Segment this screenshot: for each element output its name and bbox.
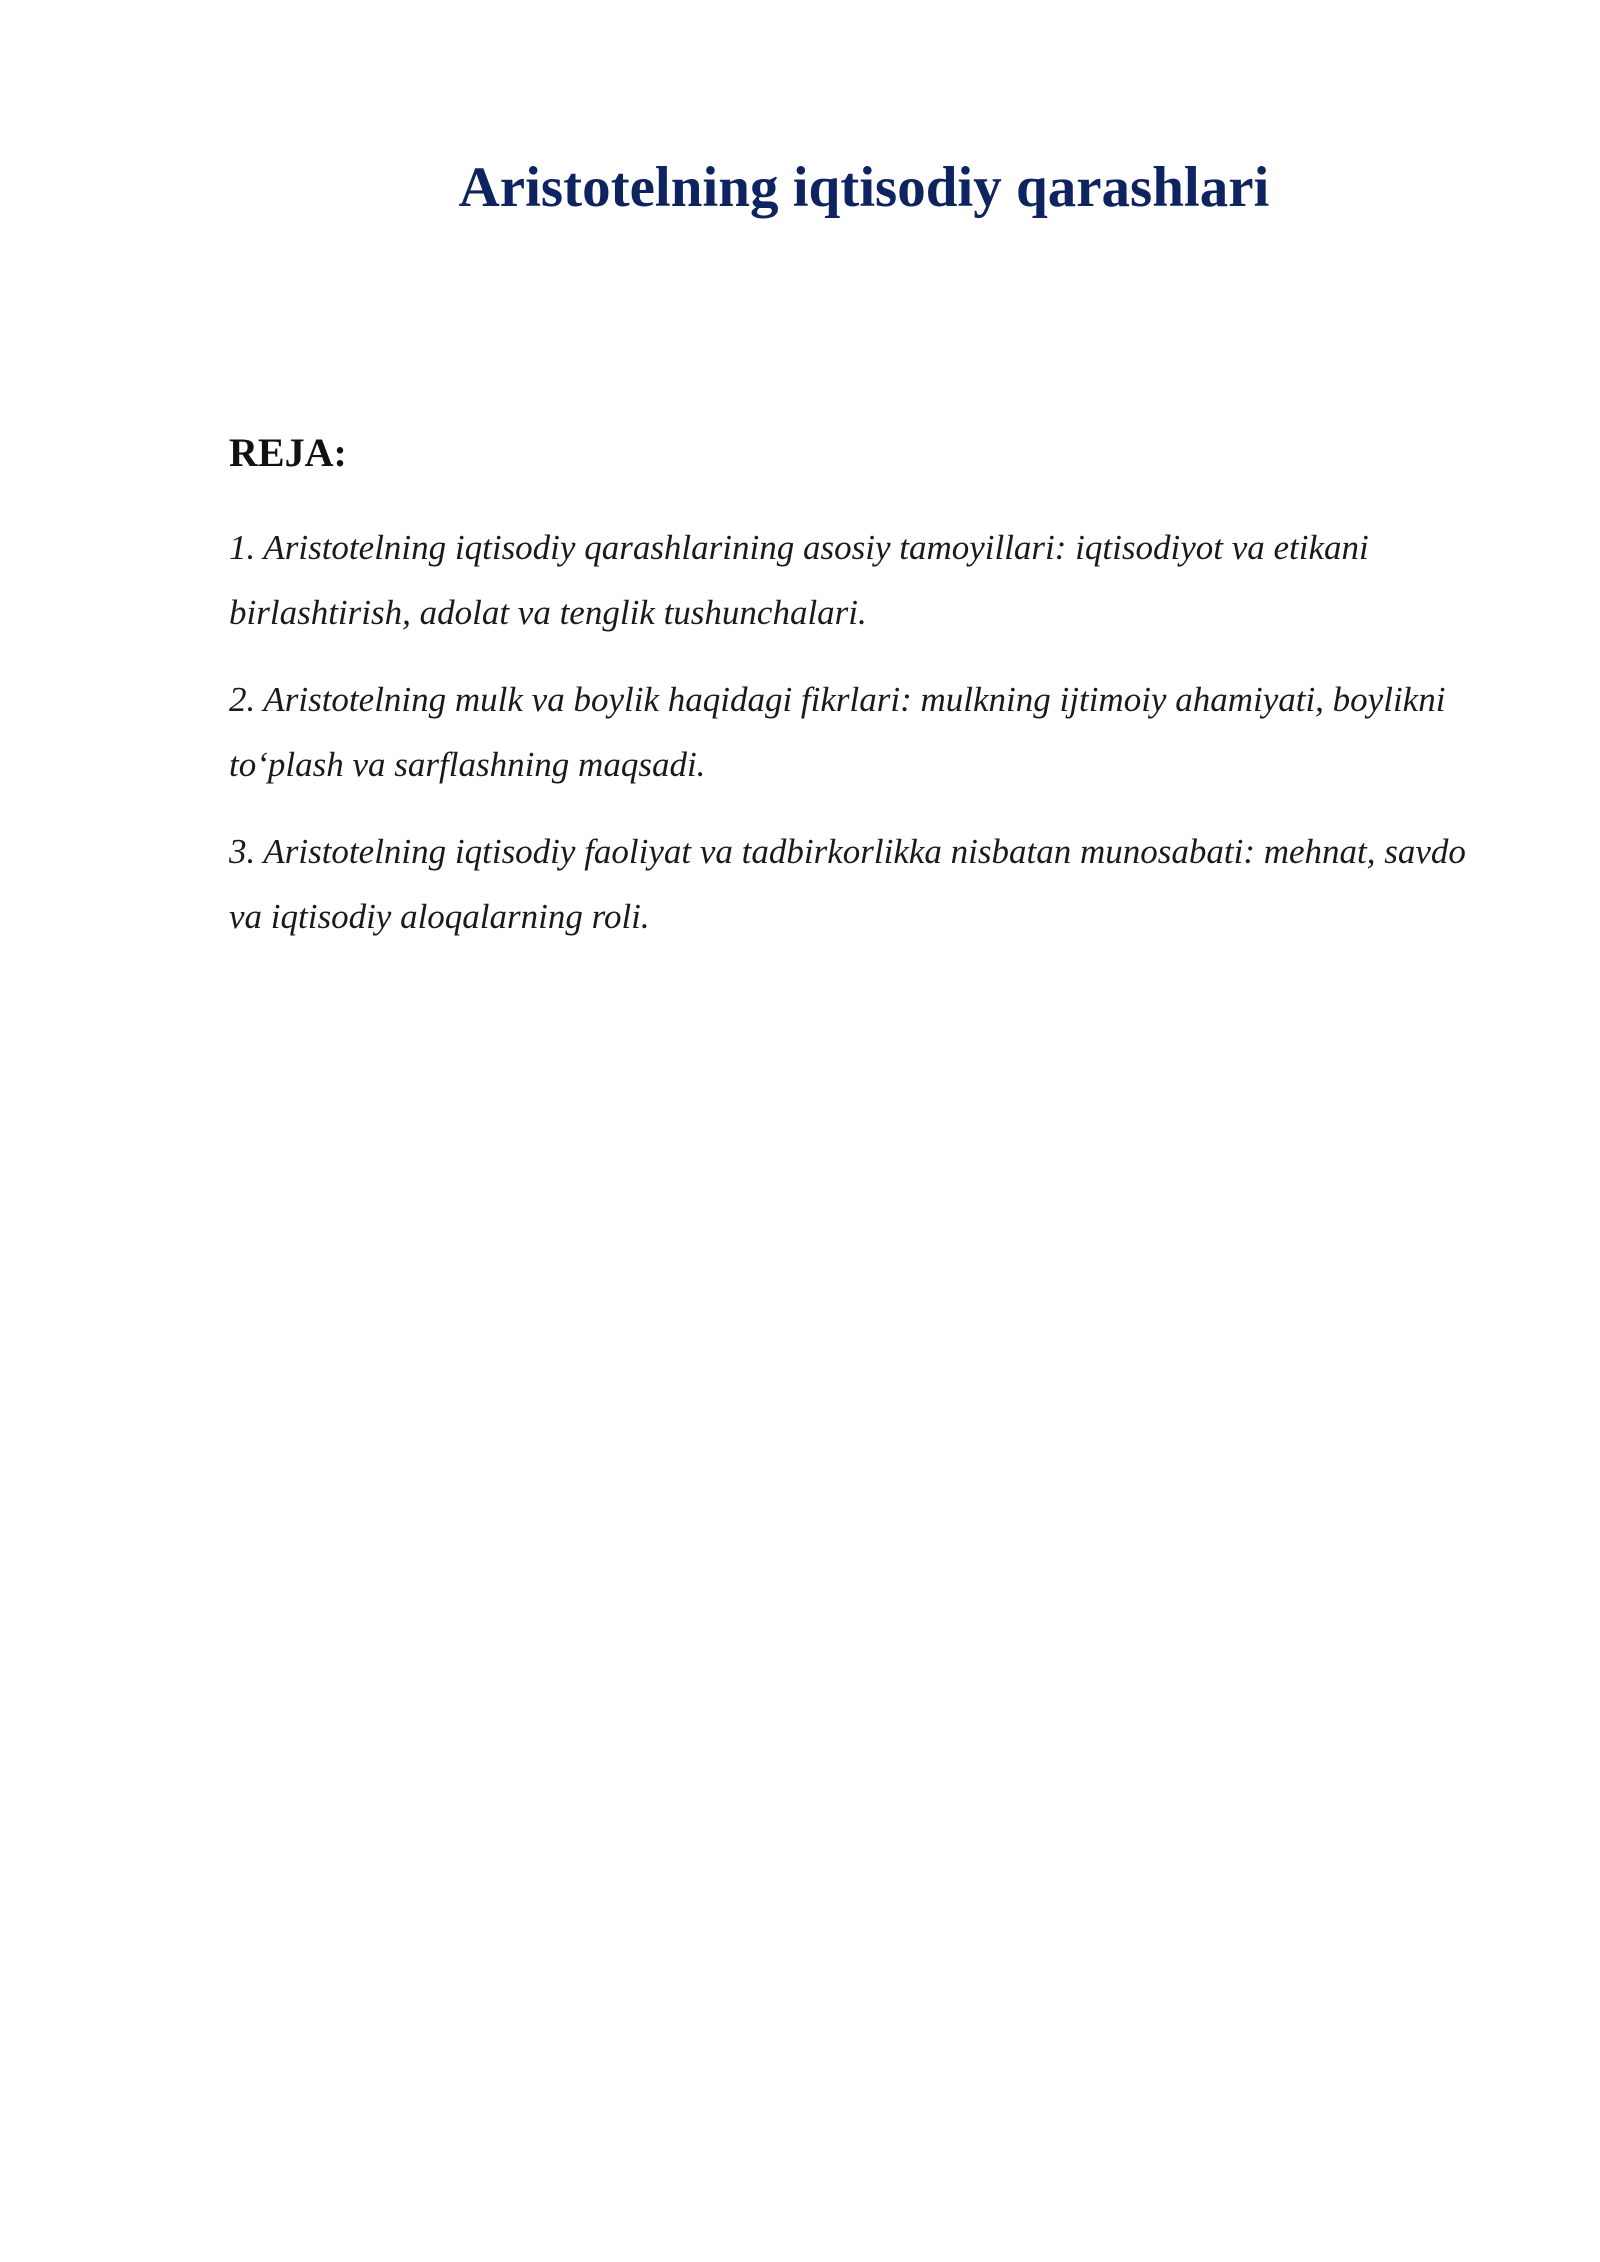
plan-heading: REJA: [229, 430, 347, 475]
plan-list [229, 515, 1479, 971]
document-title: Aristotelning iqtisodiy qarashlari [458, 156, 1270, 219]
plan-item-2: 2. Aristotelning mulk va boylik haqidagi fikrlari: mulkning ijtimoiy ahamiyati, boylikni to‘plash va sarflashning maqsadi. [229, 680, 1446, 784]
plan-item-3: 3. Aristotelning iqtisodiy faoliyat va tadbirkorlikka nisbatan munosabati: mehnat, savdo va iqtisodiy aloqalarning roli. [229, 832, 1466, 936]
plan-item-1: 1. Aristotelning iqtisodiy qarashlarining asosiy tamoyillari: iqtisodiyot va etikani birlashtirish, adolat va tenglik tushunchalari. [229, 528, 1369, 632]
